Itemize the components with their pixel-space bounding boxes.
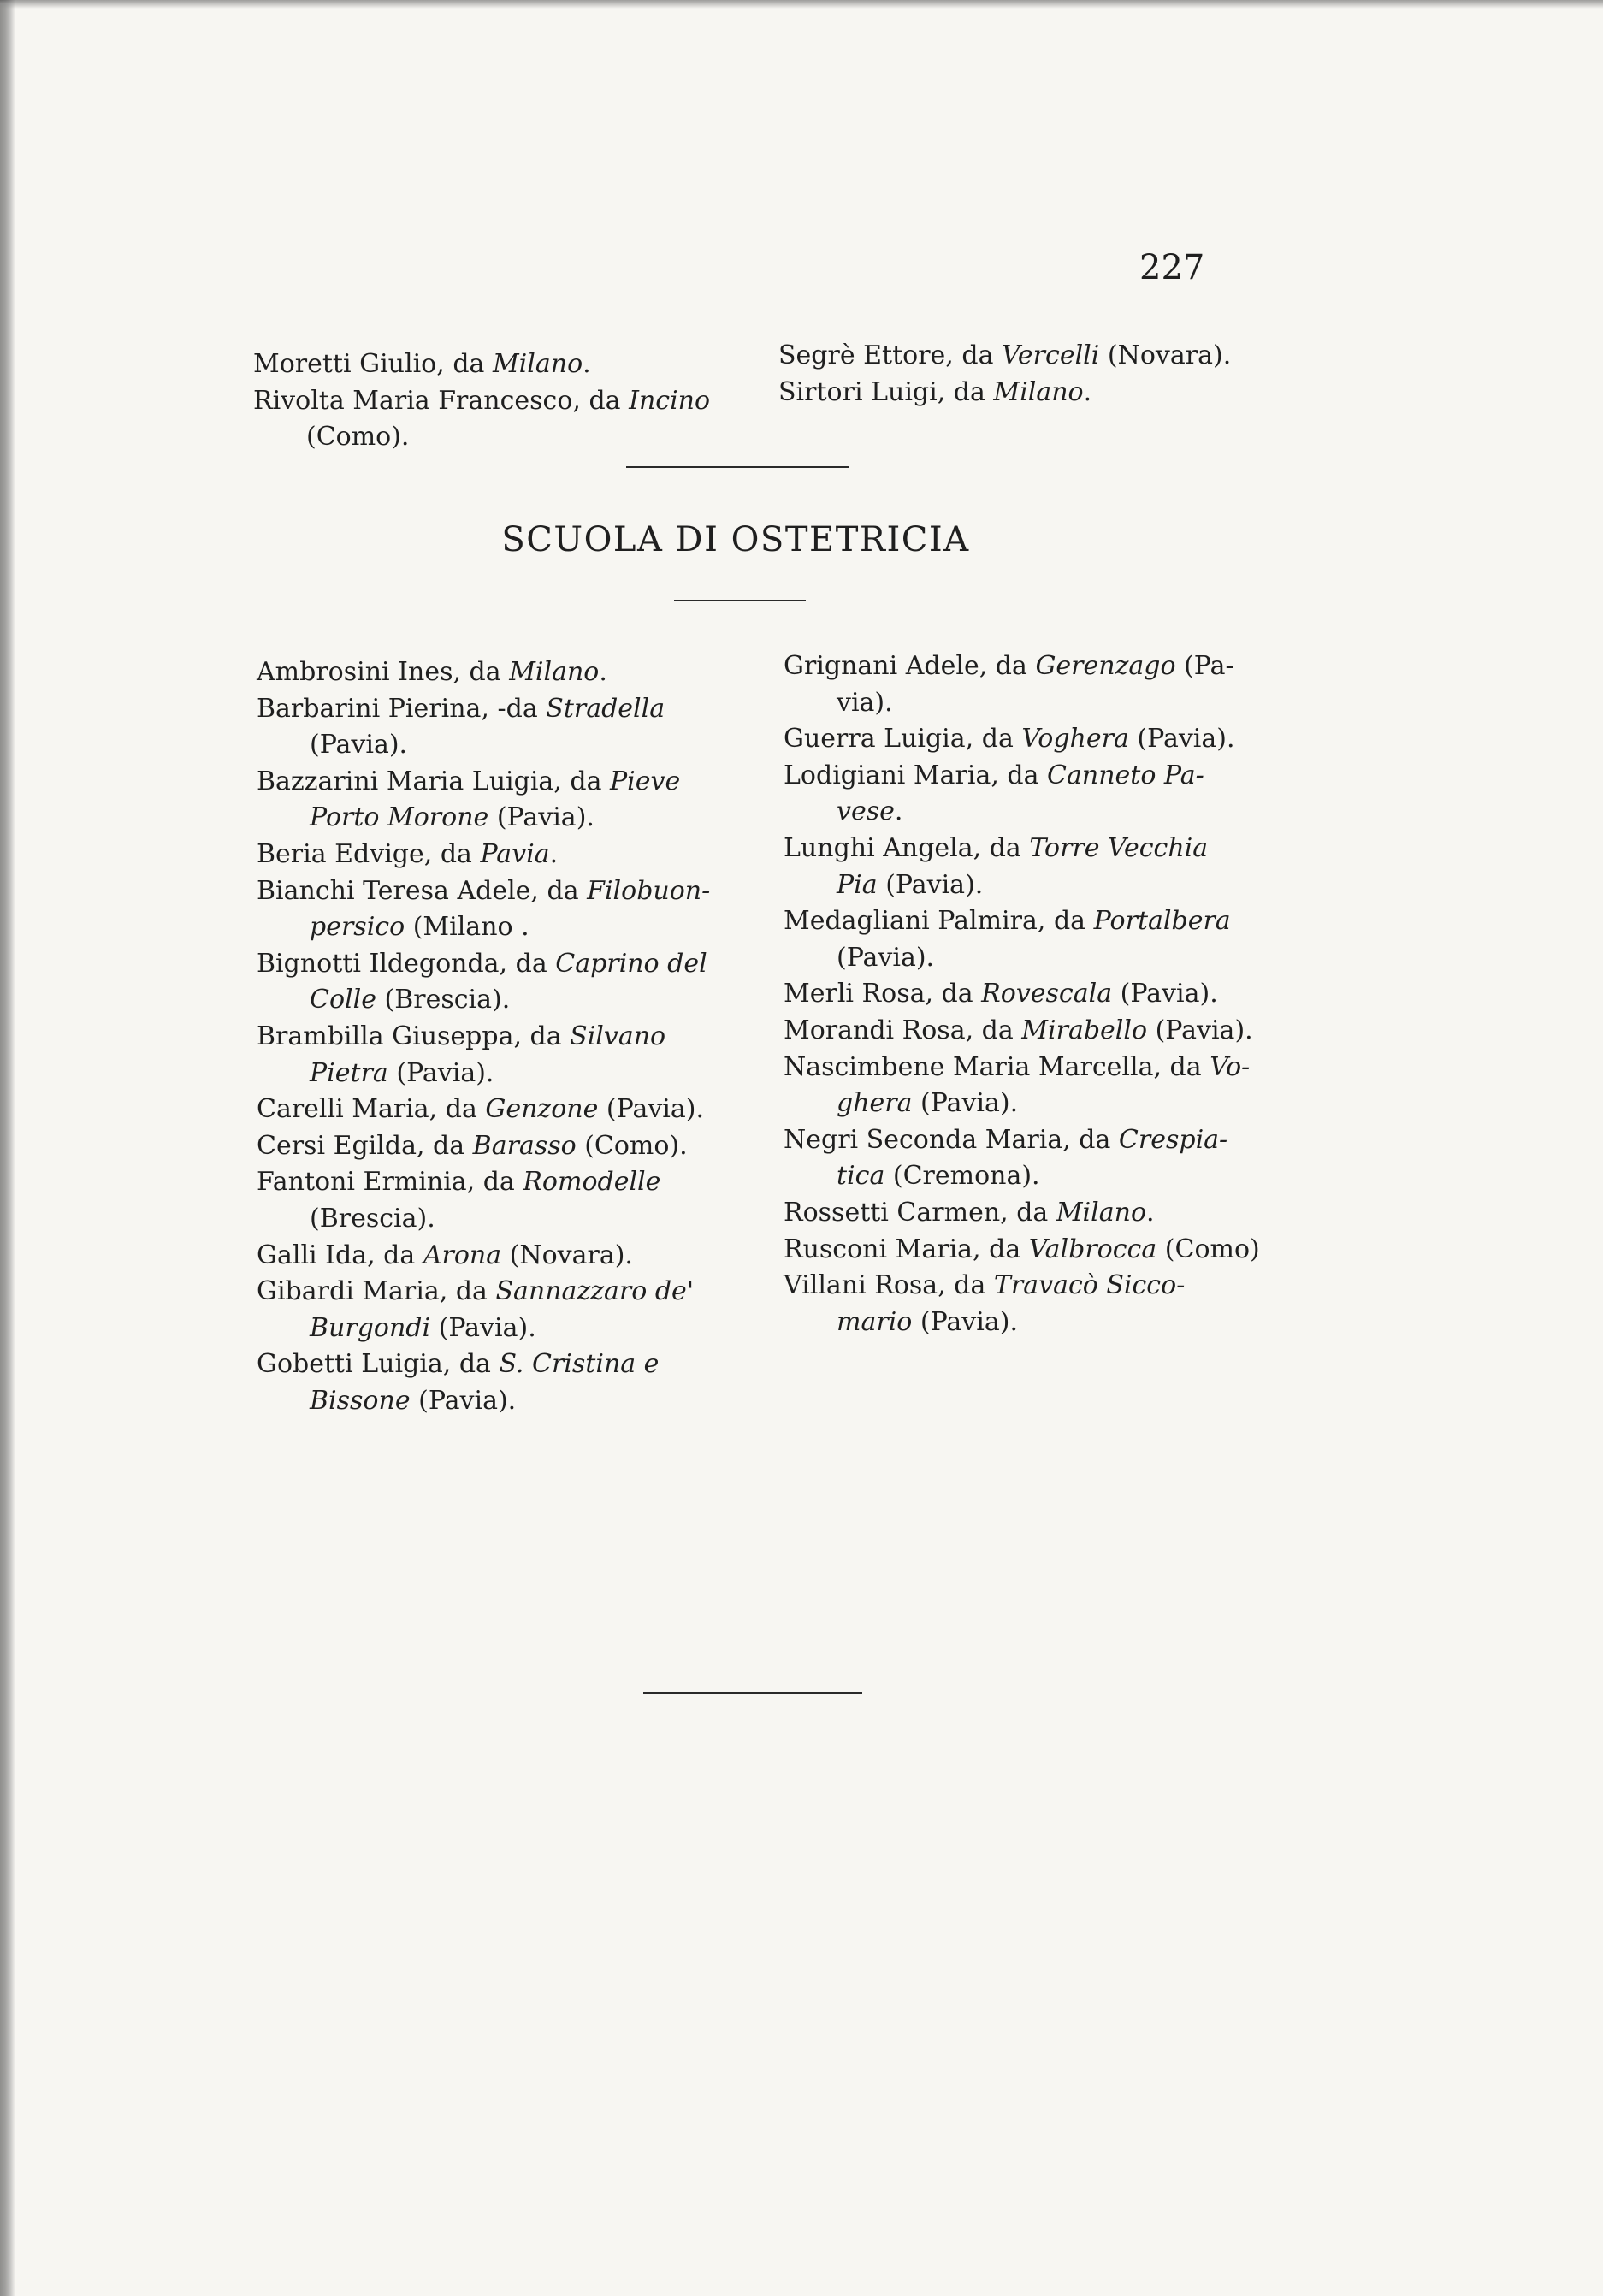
list-item: Negri Seconda Maria, da Crespia- tica (Cremona). [784, 1124, 1228, 1192]
list-item: Lodigiani Maria, da Canneto Pa- vese. [784, 760, 1204, 827]
list-item: Ambrosini Ines, da Milano. [257, 657, 607, 687]
list-item: Brambilla Giuseppa, da Silvano Pietra (Pavia). [257, 1021, 666, 1088]
page-number: 227 [1139, 248, 1205, 287]
list-item: Grignani Adele, da Gerenzago (Pa- via). [784, 651, 1234, 718]
list-item: Gobetti Luigia, da S. Cristina e Bissone (Pavia). [257, 1349, 660, 1416]
list-item: Barbarini Pierina, -da Stradella (Pavia). [257, 693, 665, 760]
divider-rule [626, 466, 849, 468]
list-item: Medagliani Palmira, da Portalbera (Pavia). [784, 906, 1231, 973]
list-item: Sirtori Luigi, da Milano. [778, 376, 1092, 407]
list-item: Bianchi Teresa Adele, da Filobuon- persico (Milano . [257, 875, 711, 943]
divider-rule [674, 600, 806, 601]
section-heading: SCUOLA DI OSTETRICIA [501, 520, 970, 559]
list-item: Rusconi Maria, da Valbrocca (Como) [784, 1234, 1260, 1264]
list-item: Morandi Rosa, da Mirabello (Pavia). [784, 1015, 1253, 1045]
list-item: Moretti Giulio, da Milano. [253, 349, 591, 379]
list-item: Galli Ida, da Arona (Novara). [257, 1240, 633, 1270]
left-column [257, 654, 711, 1419]
scan-edge-top [0, 0, 1603, 9]
list-item: Bignotti Ildegonda, da Caprino del Colle (Brescia). [257, 948, 707, 1015]
list-item: Nascimbene Maria Marcella, da Vo- ghera (Pavia). [784, 1051, 1251, 1119]
list-item: Lunghi Angela, da Torre Vecchia Pia (Pavia). [784, 832, 1209, 900]
top-left-column [253, 346, 711, 456]
list-item: Fantoni Erminia, da Romodelle (Brescia). [257, 1167, 661, 1234]
list-item: Rivolta Maria Francesco, da Incino (Como). [253, 385, 711, 453]
list-item: Guerra Luigia, da Voghera (Pavia). [784, 724, 1235, 754]
list-item: Rossetti Carmen, da Milano. [784, 1197, 1155, 1228]
list-item: Villani Rosa, da Travacò Sicco- mario (Pavia). [784, 1270, 1186, 1337]
list-item: Carelli Maria, da Genzone (Pavia). [257, 1094, 705, 1125]
top-right-column [778, 338, 1232, 411]
list-item: Gibardi Maria, da Sannazzaro de' Burgondi (Pavia). [257, 1276, 695, 1343]
list-item: Cersi Egilda, da Barasso (Como). [257, 1130, 688, 1161]
right-column [784, 648, 1260, 1340]
divider-rule [643, 1692, 862, 1694]
scan-edge-left [0, 0, 15, 2296]
list-item: Merli Rosa, da Rovescala (Pavia). [784, 979, 1218, 1009]
list-item: Beria Edvige, da Pavia. [257, 838, 559, 869]
list-item: Bazzarini Maria Luigia, da Pieve Porto Morone (Pavia). [257, 766, 681, 833]
list-item: Segrè Ettore, da Vercelli (Novara). [778, 340, 1232, 370]
